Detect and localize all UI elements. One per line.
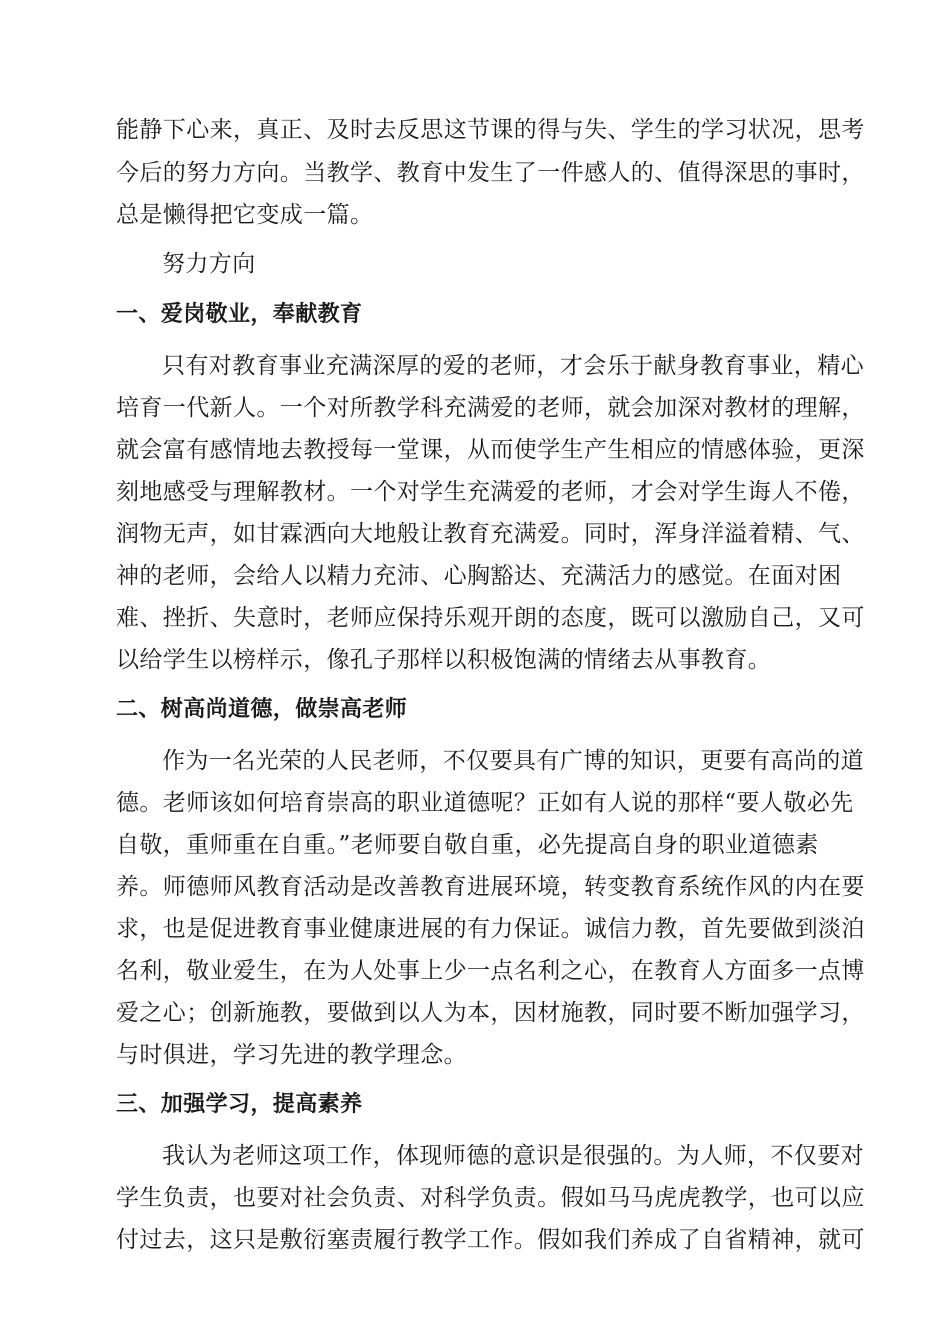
section-1-line: 神的老师，会给人以精力充沛、心胸豁达、充满活力的感觉。在面对困 xyxy=(116,563,842,589)
section-1-line: 润物无声，如甘霖洒向大地般让教育充满爱。同时，浑身洋溢着精、气、 xyxy=(116,521,865,547)
section-1-heading: 一、爱岗敬业，奉献教育 xyxy=(116,302,363,327)
subtitle: 努力方向 xyxy=(162,251,256,277)
section-2-line: 自敬，重师重在自重。”老师要自敬自重，必先提高自身的职业道德素 xyxy=(116,832,819,858)
section-1-line: 就会富有感情地去教授每一堂课，从而使学生产生相应的情感体验，更深 xyxy=(116,437,865,463)
section-3-line: 付过去，这只是敷衍塞责履行教学工作。假如我们养成了自省精神，就可 xyxy=(116,1227,865,1253)
section-2-line: 养。师德师风教育活动是改善教育进展环境，转变教育系统作风的内在要 xyxy=(116,874,865,900)
intro-line-2: 今后的努力方向。当教学、教育中发生了一件感人的、值得深思的事时， xyxy=(116,160,865,186)
section-1-line: 以给学生以榜样示，像孔子那样以积极饱满的情绪去从事教育。 xyxy=(116,647,772,673)
section-1-line: 难、挫折、失意时，老师应保持乐观开朗的态度，既可以激励自己，又可 xyxy=(116,605,865,631)
section-1-line: 刻地感受与理解教材。一个对学生充满爱的老师，才会对学生诲人不倦， xyxy=(116,479,865,505)
section-3-heading: 三、加强学习，提高素养 xyxy=(116,1092,363,1117)
section-3-line: 学生负责，也要对社会负责、对科学负责。假如马马虎虎教学，也可以应 xyxy=(116,1185,865,1211)
section-2-line: 名利，敬业爱生，在为人处事上少一点名利之心，在教育人方面多一点博 xyxy=(116,958,865,984)
section-1-line: 只有对教育事业充满深厚的爱的老师，才会乐于献身教育事业，精心 xyxy=(162,353,864,379)
section-2-line: 德。老师该如何培育崇高的职业道德呢？正如有人说的那样“要人敬必先 xyxy=(116,790,854,816)
intro-line-1: 能静下心来，真正、及时去反思这节课的得与失、学生的学习状况，思考 xyxy=(116,117,865,143)
section-1-line: 培育一代新人。一个对所教学科充满爱的老师，就会加深对教材的理解， xyxy=(116,395,865,421)
section-3-line: 我认为老师这项工作，体现师德的意识是很强的。为人师，不仅要对 xyxy=(162,1143,864,1169)
section-2-line: 爱之心；创新施教，要做到以人为本，因材施教，同时要不断加强学习， xyxy=(116,1000,865,1026)
section-2-line: 与时俱进，学习先进的教学理念。 xyxy=(116,1042,467,1068)
section-2-line: 求，也是促进教育事业健康进展的有力保证。诚信力教，首先要做到淡泊 xyxy=(116,916,865,942)
section-2-heading: 二、树高尚道德，做崇高老师 xyxy=(116,697,408,722)
section-2-line: 作为一名光荣的人民老师，不仅要具有广博的知识，更要有高尚的道 xyxy=(162,748,864,774)
intro-line-3: 总是懒得把它变成一篇。 xyxy=(116,202,374,228)
